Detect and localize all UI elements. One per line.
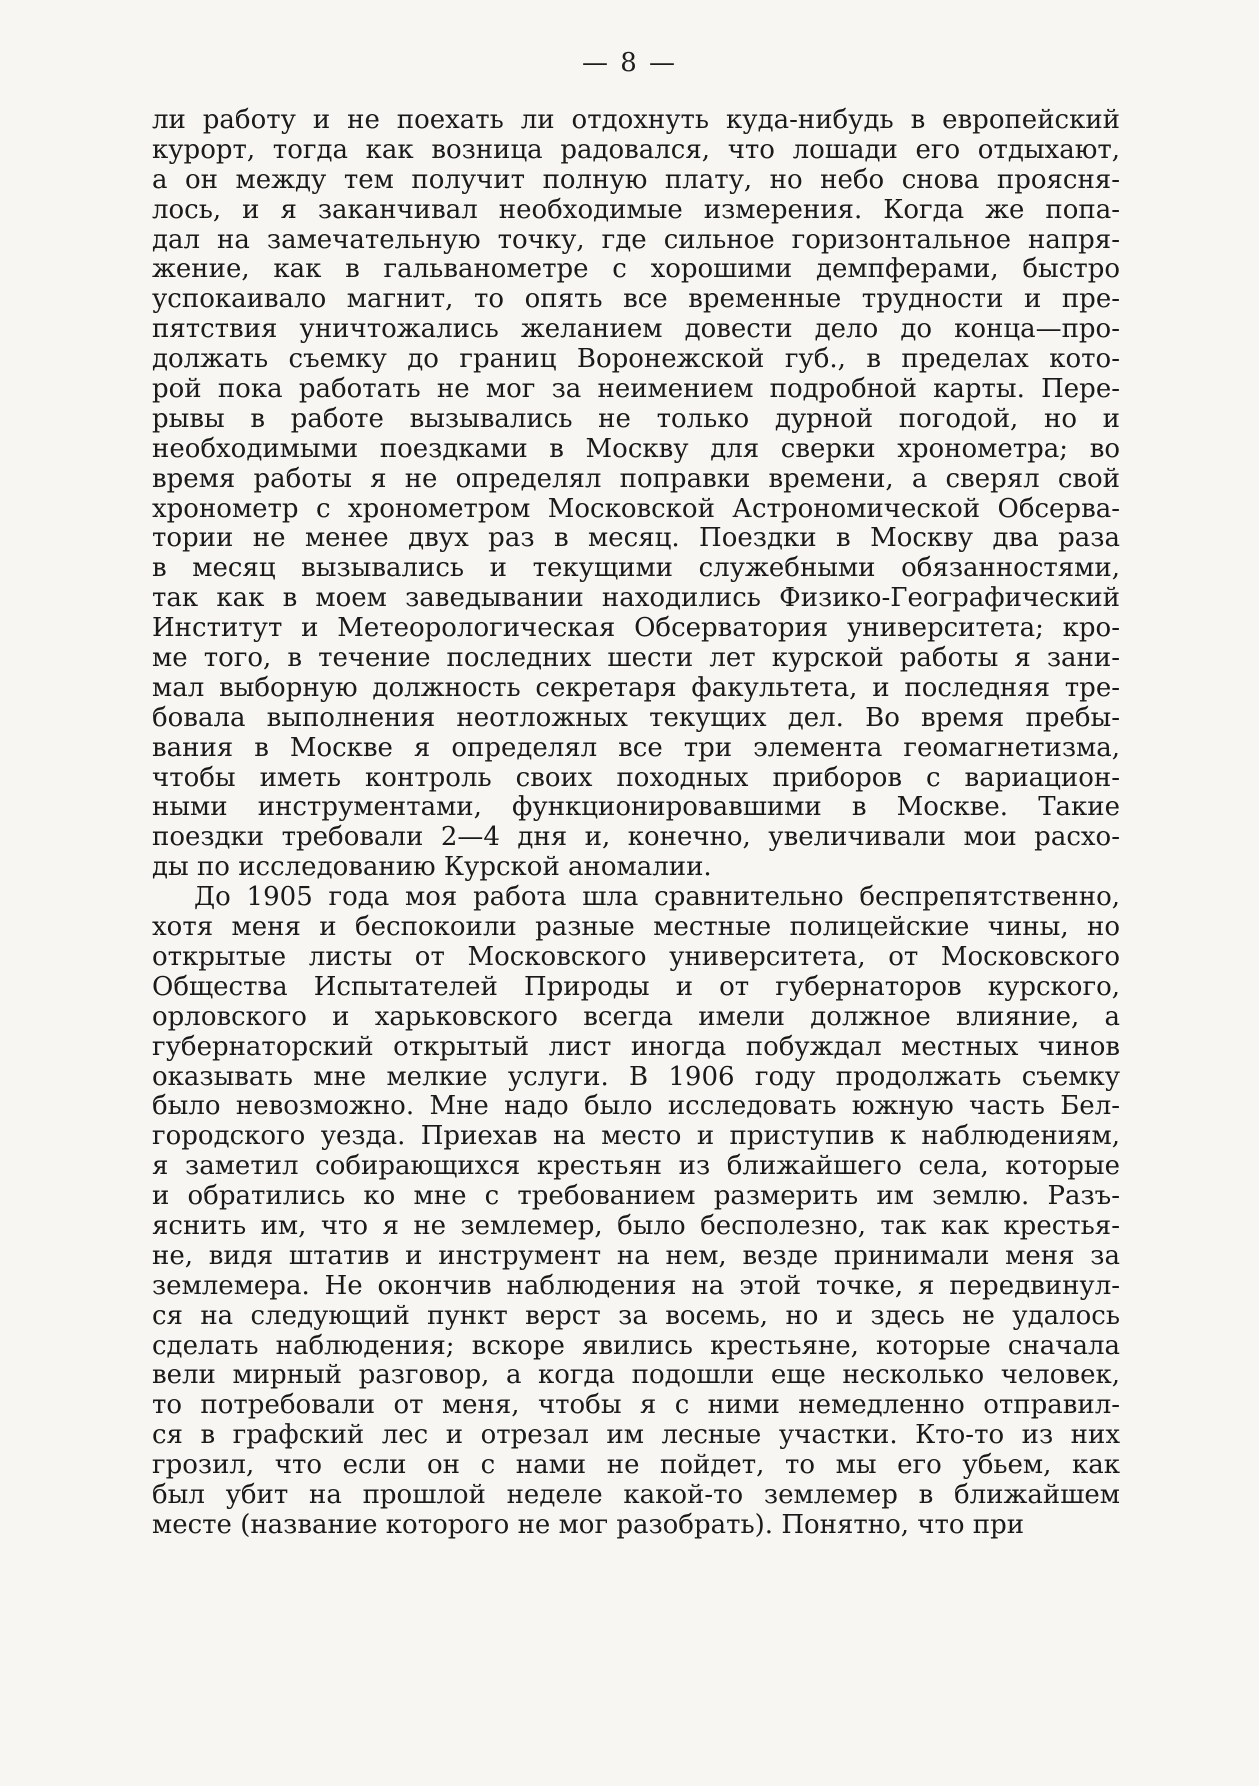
text-line: и обратились ко мне с требованием размерить им землю. Разъ- [152, 1182, 1120, 1212]
text-line: бовала выполнения неотложных текущих дел. Во время пребы- [152, 703, 1120, 733]
text-line: а он между тем получит полную плату, но небо снова проясня- [152, 165, 1120, 195]
text-line: чтобы иметь контроль своих походных приборов с вариацион- [152, 763, 1120, 793]
text-line: губернаторский открытый лист иногда побуждал местных чинов [152, 1032, 1120, 1062]
text-line: открытые листы от Московского университета, от Московского [152, 942, 1120, 972]
text-line: вели мирный разговор, а когда подошли еще несколько человек, [152, 1361, 1120, 1391]
text-line: так как в моем заведывании находились Физико-Географический [152, 584, 1120, 614]
text-line: хотя меня и беспокоили разные местные полицейские чины, но [152, 913, 1120, 943]
text-line: мал выборную должность секретаря факультета, и последняя тре- [152, 673, 1120, 703]
text-line: ными инструментами, функционировавшими в Москве. Такие [152, 793, 1120, 823]
page-number: — 8 — [581, 48, 678, 78]
text-line: дал на замечательную точку, где сильное горизонтальное напря- [152, 225, 1120, 255]
text-line: был убит на прошлой неделе какой-то землемер в ближайшем [152, 1480, 1120, 1510]
text-line: рывы в работе вызывались не только дурной погодой, но и [152, 404, 1120, 434]
text-line: поездки требовали 2—4 дня и, конечно, увеличивали мои расхо- [152, 823, 1120, 853]
text-line: грозил, что если он с нами не пойдет, то мы его убьем, как [152, 1451, 1120, 1481]
text-line: курорт, тогда как возница радовался, что лошади его отдыхают, [152, 135, 1120, 165]
paragraph [152, 106, 1120, 883]
text-line: сделать наблюдения; вскоре явились крестьяне, которые сначала [152, 1331, 1120, 1361]
text-line: то потребовали от меня, чтобы я с ними немедленно отправил- [152, 1391, 1120, 1421]
text-line: оказывать мне мелкие услуги. В 1906 году продолжать съемку [152, 1062, 1120, 1092]
text-line: Институт и Метеорологическая Обсерватория университета; кро- [152, 614, 1120, 644]
text-line: я заметил собирающихся крестьян из ближайшего села, которые [152, 1152, 1120, 1182]
text-line: орловского и харьковского всегда имели должное влияние, а [152, 1002, 1120, 1032]
text-line: должать съемку до границ Воронежской губ., в пределах кото- [152, 345, 1120, 375]
text-line: хронометр с хронометром Московской Астрономической Обсерва- [152, 494, 1120, 524]
text-line: пятствия уничтожались желанием довести дело до конца—про- [152, 315, 1120, 345]
text-line: яснить им, что я не землемер, было бесполезно, так как крестья- [152, 1211, 1120, 1241]
text-line: тории не менее двух раз в месяц. Поездки в Москву два раза [152, 524, 1120, 554]
text-line: ли работу и не поехать ли отдохнуть куда-нибудь в европейский [152, 106, 1120, 135]
text-line: в месяц вызывались и текущими служебными обязанностями, [152, 554, 1120, 584]
text-line: необходимыми поездками в Москву для сверки хронометра; во [152, 434, 1120, 464]
text-line: время работы я не определял поправки времени, а сверял свой [152, 464, 1120, 494]
text-line: месте (название которого не мог разобрать). Понятно, что при [152, 1510, 1025, 1540]
text-line: городского уезда. Приехав на место и приступив к наблюдениям, [152, 1122, 1120, 1152]
body-text [152, 106, 1120, 1541]
text-line: вания в Москве я определял все три элемента геомагнетизма, [152, 733, 1120, 763]
text-line: ся в графский лес и отрезал им лесные участки. Кто-то из них [152, 1421, 1120, 1451]
text-line: было невозможно. Мне надо было исследовать южную часть Бел- [152, 1092, 1120, 1122]
text-line: не, видя штатив и инструмент на нем, везде принимали меня за [152, 1241, 1120, 1271]
text-line: ды по исследованию Курской аномалии. [152, 853, 712, 883]
text-line: успокаивало магнит, то опять все временные трудности и пре- [152, 285, 1120, 315]
text-line: жение, как в гальванометре с хорошими демпферами, быстро [152, 255, 1120, 285]
text-line: До 1905 года моя работа шла сравнительно беспрепятственно, [194, 883, 1120, 913]
paragraph [152, 883, 1120, 1541]
text-line: ме того, в течение последних шести лет курской работы я зани- [152, 644, 1120, 674]
text-line: ся на следующий пункт верст за восемь, но и здесь не удалось [152, 1301, 1120, 1331]
text-line: лось, и я заканчивал необходимые измерения. Когда же попа- [152, 195, 1120, 225]
text-line: рой пока работать не мог за неимением подробной карты. Пере- [152, 375, 1120, 405]
text-line: землемера. Не окончив наблюдения на этой точке, я передвинул- [152, 1271, 1120, 1301]
text-line: Общества Испытателей Природы и от губернаторов курского, [152, 972, 1120, 1002]
